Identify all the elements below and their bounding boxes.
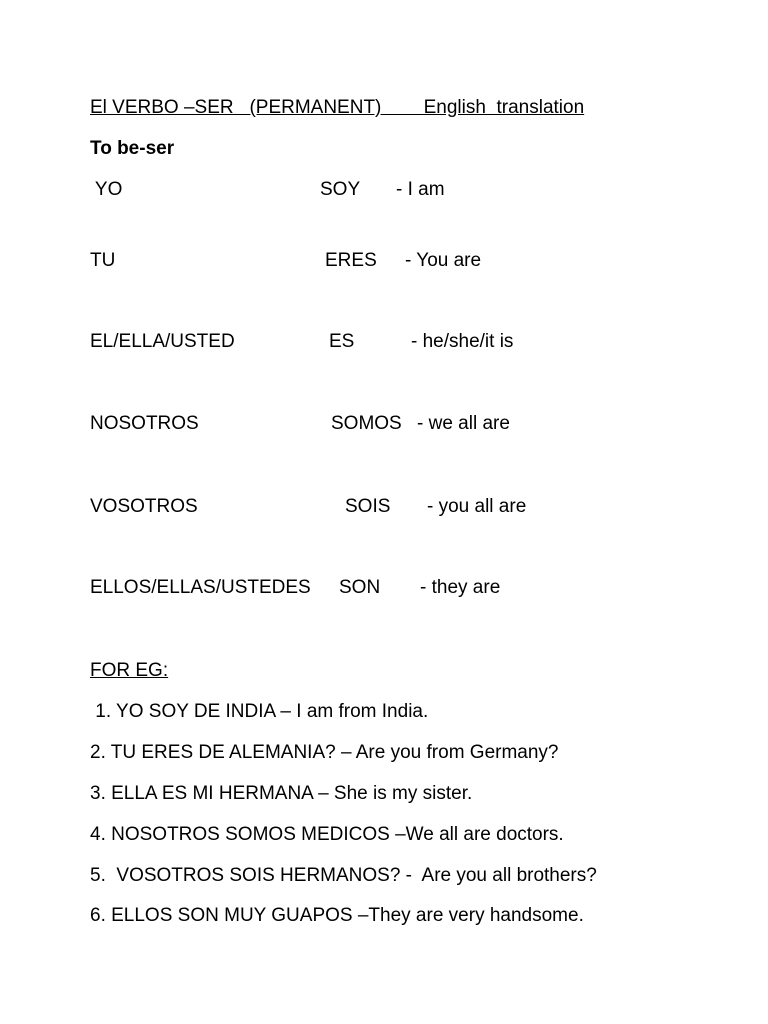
conjugation-row	[0, 412, 768, 436]
verb-form: ES	[329, 331, 355, 352]
conjugation-row	[0, 576, 768, 600]
pronoun: VOSOTROS	[90, 496, 198, 517]
page-subtitle: To be-ser	[90, 138, 175, 159]
pronoun: ELLOS/ELLAS/USTEDES	[90, 577, 311, 598]
conjugation-row	[0, 495, 768, 519]
examples-heading: FOR EG:	[90, 660, 169, 681]
page-title: El VERBO –SER (PERMANENT) English translation	[90, 97, 585, 118]
example-sentence: 6. ELLOS SON MUY GUAPOS –They are very handsome.	[90, 905, 584, 926]
conjugation-row	[0, 178, 768, 202]
conjugation-row	[0, 249, 768, 273]
english-translation: - we all are	[417, 413, 510, 434]
verb-form: SOIS	[345, 496, 391, 517]
pronoun: YO	[90, 179, 123, 200]
pronoun: TU	[90, 250, 116, 271]
pronoun: EL/ELLA/USTED	[90, 331, 235, 352]
example-sentence: 5. VOSOTROS SOIS HERMANOS? - Are you all brothers?	[90, 865, 597, 886]
conjugation-row	[0, 330, 768, 354]
example-sentence: 4. NOSOTROS SOMOS MEDICOS –We all are doctors.	[90, 824, 564, 845]
english-translation: - You are	[405, 250, 482, 271]
example-sentence: 1. YO SOY DE INDIA – I am from India.	[90, 701, 429, 722]
verb-form: ERES	[325, 250, 377, 271]
verb-form: SON	[339, 577, 381, 598]
verb-form: SOMOS	[331, 413, 402, 434]
example-sentence: 3. ELLA ES MI HERMANA – She is my sister.	[90, 783, 473, 804]
example-sentence: 2. TU ERES DE ALEMANIA? – Are you from Germany?	[90, 742, 559, 763]
english-translation: - they are	[420, 577, 501, 598]
english-translation: - I am	[396, 179, 445, 200]
pronoun: NOSOTROS	[90, 413, 199, 434]
english-translation: - you all are	[427, 496, 527, 517]
verb-form: SOY	[320, 179, 361, 200]
english-translation: - he/she/it is	[411, 331, 514, 352]
